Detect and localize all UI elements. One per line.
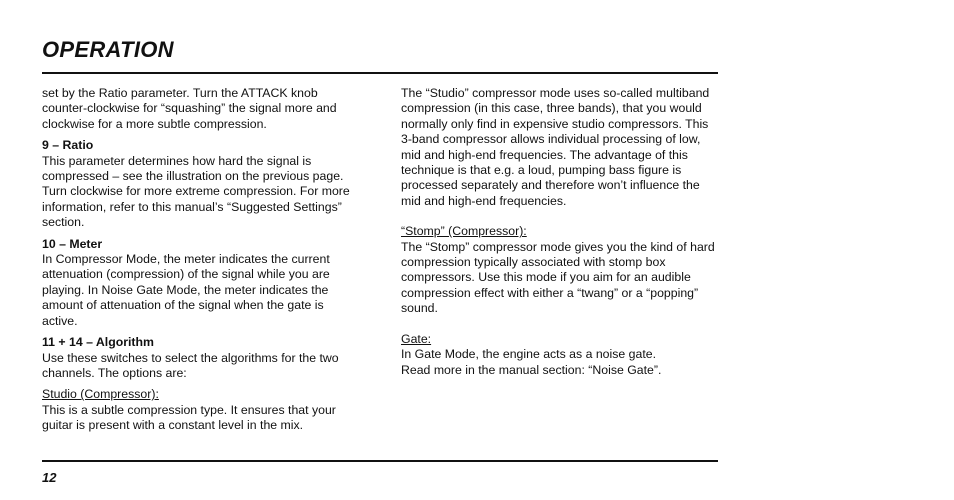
stomp-subheading: “Stomp” (Compressor): [401,224,527,239]
page-title: OPERATION [42,37,174,62]
stomp-paragraph: The “Stomp” compressor mode gives you the kind of hard compression typically associated with stomp box compressors. Use this mode if you aim for an audible compression effect with either a “twang” or a “popping” sound. [401,239,715,316]
right-column [401,86,719,378]
algorithm-paragraph: Use these switches to select the algorithms for the two channels. The options are: [42,350,339,380]
ratio-heading: 9 – Ratio [42,138,94,153]
ratio-paragraph: This parameter determines how hard the signal is compressed – see the illustration on the previous page. Turn clockwise for more extreme compression. For more information, refer to this manual’s “Suggested Settings” section. [42,153,350,230]
studio-detail-paragraph: The “Studio” compressor mode uses so-called multiband compression (in this case, three bands), that you would normally only find in expensive studio compressors. This 3-band compressor allows individual processing of low, mid and high-end frequencies. The advantage of this technique is that e.g. a loud, pumping bass figure is processed separately and therefore won’t influence the mid and high-end frequencies. [401,86,710,208]
footer-rule [42,460,718,462]
studio-paragraph: This is a subtle compression type. It ensures that your guitar is present with a constant level in the mix. [42,402,336,433]
header-rule [42,72,718,74]
meter-heading: 10 – Meter [42,236,103,251]
studio-subheading: Studio (Compressor): [42,387,159,402]
gate-line-2: Read more in the manual section: “Noise Gate”. [401,362,662,377]
page-number: 12 [42,470,57,485]
intro-paragraph: set by the Ratio parameter. Turn the ATTACK knob counter-clockwise for “squashing” the signal more and clockwise for a more subtle compression. [42,86,337,131]
left-column [42,86,360,434]
meter-paragraph: In Compressor Mode, the meter indicates the current attenuation (compression) of the signal while you are playing. In Noise Gate Mode, the meter indicates the amount of attenuation of the signal when the gate is active. [42,252,330,328]
gate-subheading: Gate: [401,331,432,346]
gate-line-1: In Gate Mode, the engine acts as a noise gate. [401,347,656,362]
algorithm-heading: 11 + 14 – Algorithm [42,335,154,350]
